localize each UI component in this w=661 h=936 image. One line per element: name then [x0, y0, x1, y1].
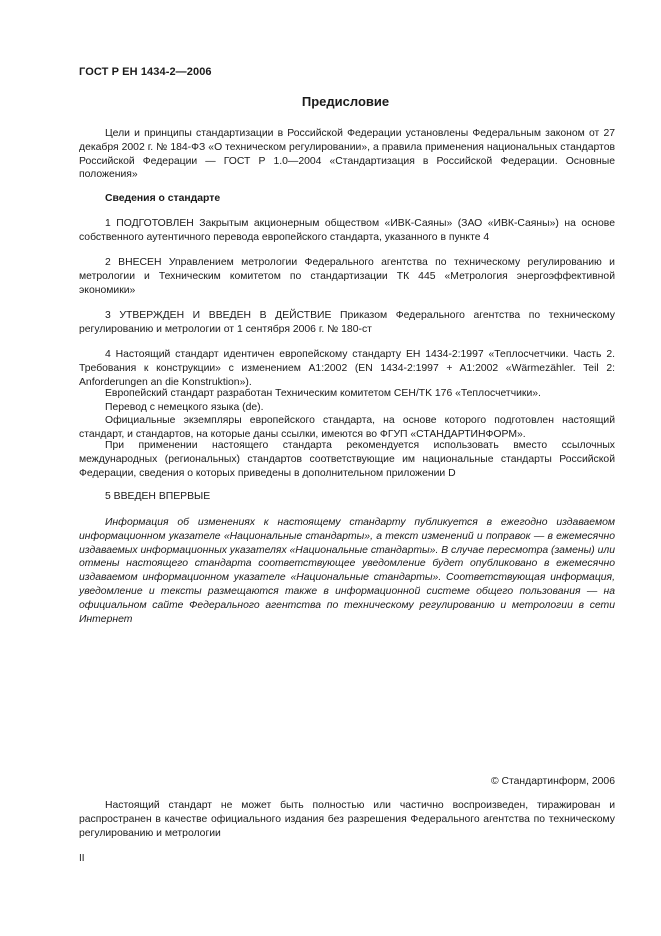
- item-4-official-copies: Официальные экземпляры европейского стандарта, на основе которого подготовлен настоящий стандарт, и стандартов, на которые даны ссылки, имеются во ФГУП «СТАНДАРТИНФОРМ».: [79, 415, 615, 440]
- item-3-paragraph: 3 УТВЕРЖДЕН И ВВЕДЕН В ДЕЙСТВИЕ Приказом Федерального агентства по техническому регулированию и метрологии от 1 сентября 2006 г. № 180-ст: [79, 310, 615, 335]
- item-4-translation: Перевод с немецкого языка (de).: [105, 402, 264, 413]
- page-number: II: [79, 853, 85, 864]
- item-4-paragraph: 4 Настоящий стандарт идентичен европейскому стандарту ЕН 1434-2:1997 «Теплосчетчики. Часть 2. Требования к конструкции» с изменением А1:2002 (EN 1434-2:1997 + A1:2002 «Wärmezähler. Teil 2: Anforderungen an die Konstruktion»).: [79, 349, 615, 388]
- item-4-developer: Европейский стандарт разработан Техническим комитетом CEH/TK 176 «Теплосчетчики».: [105, 388, 541, 399]
- document-id: ГОСТ Р ЕН 1434-2—2006: [79, 66, 212, 78]
- section-heading: Сведения о стандарте: [105, 193, 221, 204]
- item-1-paragraph: 1 ПОДГОТОВЛЕН Закрытым акционерным обществом «ИВК-Саяны» (ЗАО «ИВК-Саяны») на основе собственного аутентичного перевода европейского стандарта, указанного в пункте 4: [79, 218, 615, 243]
- item-5-paragraph: 5 ВВЕДЕН ВПЕРВЫЕ: [105, 491, 211, 502]
- intro-paragraph: Цели и принципы стандартизации в Российской Федерации установлены Федеральным законом от 27 декабря 2002 г. № 184-ФЗ «О техническом регулировании», а правила применения национальных стандартов Российской Федерации — ГОСТ Р 1.0—2004 «Стандартизация в Российской Федерации. Основные положения»: [79, 128, 615, 181]
- item-2-paragraph: 2 ВНЕСЕН Управлением метрологии Федерального агентства по техническому регулированию и метрологии и Техническим комитетом по стандартизации ТК 445 «Метрология энергоэффективной экономики»: [79, 257, 615, 296]
- copyright-line: © Стандартинформ, 2006: [490, 776, 615, 787]
- change-info-notice: Информация об изменениях к настоящему стандарту публикуется в ежегодно издаваемом информационном указателе «Национальные стандарты», а текст изменений и поправок — в ежемесячно издаваемых информационных указателях «Национальные стандарты». В случае пересмотра (замены) или отмены настоящего стандарта соответствующее уведомление будет опубликовано в ежемесячно издаваемом информационном указателе «Национальные стандарты». Соответствующая информация, уведомление и тексты размещаются также в информационной системе общего пользования — на официальном сайте Федерального агентства по техническому регулированию и метрологии в сети Интернет: [79, 517, 615, 625]
- page-title: Предисловие: [301, 94, 390, 109]
- item-4-application: При применении настоящего стандарта рекомендуется использовать вместо ссылочных международных (региональных) стандартов соответствующие им национальные стандарты Российской Федерации, сведения о которых приведены в дополнительном приложении D: [79, 440, 615, 479]
- reproduction-notice: Настоящий стандарт не может быть полностью или частично воспроизведен, тиражирован и распространен в качестве официального издания без разрешения Федерального агентства по техническому регулированию и метрологии: [79, 800, 615, 839]
